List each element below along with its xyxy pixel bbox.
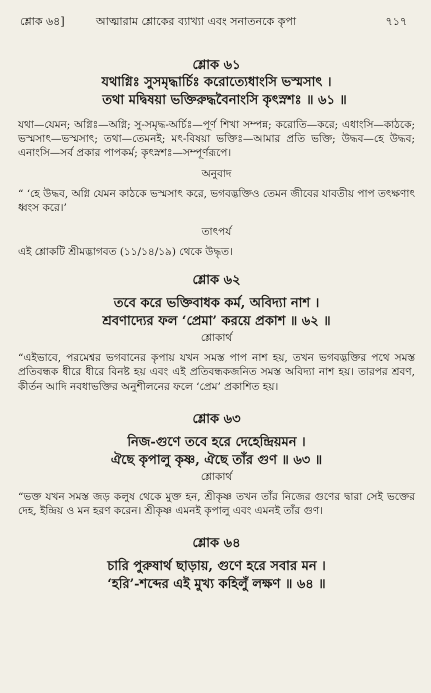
- synonyms-61: যথা—যেমন; অগ্নিঃ—অগ্নি; সু-সমৃদ্ধ-অর্চিঃ—পূর্ণ শিখা সম্পন্ন; করোতি—করে; এধাংসি—কাঠকে; ভস্মসাৎ—ভস্মসাৎ; তথা—তেমনই; মৎ-বিষয়া ভক্তিঃ—আমার প্রতি ভক্তি; উদ্ধব—হে উদ্ধব; এনাংসি—সর্ব প্রকার পাপকর্ম; কৃৎস্নশঃ—সম্পূর্ণরূপে।: [18, 119, 415, 160]
- meaning-heading-62: শ্লোকার্থ: [200, 332, 233, 345]
- purport-heading-61: তাৎপর্য: [201, 226, 232, 239]
- verse-63-line-2: ঐছে কৃপালু কৃষ্ণ, ঐছে তাঁর গুণ ॥ ৬৩ ॥: [110, 452, 323, 468]
- translation-61: “ ‘হে উদ্ধব, অগ্নি যেমন কাঠকে ভস্মসাৎ করে, ভগবদ্ভক্তিও তেমন জীবের যাবতীয় পাপ তৎক্ষণাৎ ধ্বংস করে।’: [18, 187, 415, 214]
- verse-heading-64: শ্লোক ৬৪: [192, 536, 241, 552]
- verse-heading-62: শ্লোক ৬২: [192, 273, 241, 289]
- translation-heading-61: অনুবাদ: [201, 167, 232, 180]
- meaning-62: “এইভাবে, পরমেশ্বর ভগবানের কৃপায় যখন সমস্ত পাপ নাশ হয়, তখন ভগবদ্ভক্তির পথে সমস্ত প্রতিবন্ধক ধীরে ধীরে বিনষ্ট হয় এবং এই প্রতিবন্ধকজনিত সমস্ত অবিদ্যা নাশ হয়। তারপর শ্রবণ, কীর্তন আদি নবধাভক্তির অনুশীলনের ফলে ‘প্রেম’ প্রকাশিত হয়।: [18, 352, 415, 393]
- verse-62-line-1: তবে করে ভক্তিবাধক কর্ম, অবিদ্যা নাশ ।: [113, 296, 320, 312]
- verse-64-line-2: ‘হরি’-শব্দের এই মুখ্য কহিলুঁ লক্ষণ ॥ ৬৪ ॥: [107, 577, 326, 593]
- verse-62-line-2: শ্রবণাদ্যের ফল ‘প্রেমা’ করয়ে প্রকাশ ॥ ৬২ ॥: [102, 314, 331, 330]
- meaning-63: “ভক্ত যখন সমস্ত জড় কলুষ থেকে মুক্ত হন, শ্রীকৃষ্ণ তখন তাঁর নিজের গুণের দ্বারা সেই ভক্তের দেহ, ইন্দ্রিয় ও মন হরণ করেন। শ্রীকৃষ্ণ এমনই কৃপালু এবং এমনই তাঁর গুণ।: [18, 490, 415, 518]
- verse-heading-63: শ্লোক ৬৩: [192, 411, 241, 427]
- verse-63-line-1: নিজ-গুণে তবে হরে দেহেন্দ্রিয়মন ।: [127, 434, 306, 450]
- verse-61-line-1: যথাগ্নিঃ সুসমৃদ্ধার্চিঃ করোত্যেধাংসি ভস্মসাৎ ।: [101, 75, 332, 90]
- verse-61-line-2: তথা মদ্বিষয়া ভক্তিরুদ্ধবৈনাংসি কৃৎস্নশঃ ॥ ৬১ ॥: [102, 93, 347, 108]
- verse-64-line-1: চারি পুরুষার্থ ছাড়ায়, গুণে হরে সবার মন ।: [107, 559, 326, 575]
- meaning-heading-63: শ্লোকার্থ: [200, 470, 233, 483]
- purport-61: এই শ্লোকটি শ্রীমদ্ভাগবত (১১/১৪/১৯) থেকে উদ্ধৃত।: [18, 246, 233, 259]
- verse-heading-61: শ্লোক ৬১: [192, 58, 241, 73]
- header-title: আত্মারাম শ্লোকের ব্যাখ্যা এবং সনাতনকে কৃপা: [96, 15, 297, 28]
- running-header: [18, 10, 415, 28]
- header-left: শ্লোক ৬৪]: [20, 15, 65, 28]
- page-number: ৭১৭: [385, 15, 407, 28]
